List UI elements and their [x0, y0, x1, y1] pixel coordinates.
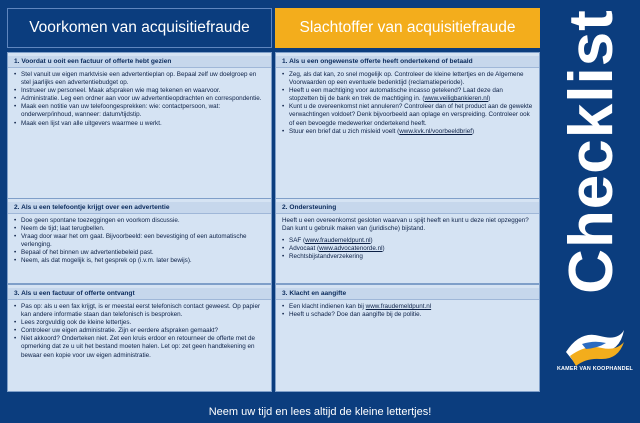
advocatenorde-link[interactable]: www.advocatenorde.nl	[319, 245, 383, 253]
list-item: • Niet akkoord? Onderteken niet. Zet een kruis erdoor en retourneer de offerte met de opmerking dat ze u uit het bestand moeten halen. Let op: zet geen handtekening en bewaar een kopie voor uw eigen administratie.	[14, 335, 265, 359]
list-item: • Maak een notitie van uw telefoongesprekken: wie: contactpersoon, wat: onderwerp/inhoud, wanneer: datum/tijdstip.	[14, 103, 265, 119]
section-title: 1. Als u een ongewenste offerte heeft ondertekend of betaald	[276, 56, 539, 68]
section-title: 1. Voordat u ooit een factuur of offerte hebt gezien	[8, 56, 271, 68]
section-title: 2. Ondersteuning	[276, 202, 539, 214]
list-item: • Controleer uw eigen administratie. Zijn er eerdere afspraken gemaakt?	[14, 327, 265, 335]
section-title: 3. Als u een factuur of offerte ontvangt	[8, 288, 271, 300]
fraudemeldpunt-link[interactable]: www.fraudemeldpunt.nl	[305, 237, 371, 245]
victim-section-3	[275, 284, 540, 392]
victim-section-2	[275, 198, 540, 284]
list-item: • Advocaat (www.advocatenorde.nl)	[282, 245, 533, 253]
list-item: • Maak een lijst van alle uitgevers waarmee u werkt.	[14, 120, 265, 128]
prevention-header: Voorkomen van acquisitiefraude	[7, 8, 272, 48]
list-item: • Rechtsbijstandverzekering	[282, 253, 533, 261]
list-item: • Lees zorgvuldig ook de kleine lettertjes.	[14, 319, 265, 327]
logo-text: KAMER VAN KOOPHANDEL	[556, 366, 634, 372]
prevention-column	[7, 8, 272, 392]
list-item: • Kunt u de overeenkomst niet annuleren? Controleer dan of het product aan de gewekte verwachtingen voldoet? Denk bijvoorbeeld aan oplage en verspreiding. Controleer ook of een bevoegde medewerker ondertekend heeft.	[282, 103, 533, 127]
list-item: • Stuur een brief dat u zich misleid voelt (www.kvk.nl/voorbeeldbrief)	[282, 128, 533, 136]
footer-slogan: Neem uw tijd en lees altijd de kleine lettertjes!	[208, 405, 432, 418]
list-item: • Een klacht indienen kan bij www.fraudemeldpunt.nl	[282, 303, 533, 311]
prevention-section-2	[7, 198, 272, 284]
list-item: • Pas op: als u een fax krijgt, is er meestal eerst telefonisch contact geweest. Op papier kan andere informatie staan dan telefonisch is besproken.	[14, 303, 265, 319]
list-item: • Heeft u een machtiging voor automatische incasso getekend? Laat deze dan stopzetten bij de bank en trek de machtiging in. (www.veiligbankieren.nl)	[282, 87, 533, 103]
list-item: • Vraag door waar het om gaat. Bijvoorbeeld: een bevestiging of een automatische verlenging.	[14, 233, 265, 249]
list-item: • Stel vanuit uw eigen marktvisie een advertentieplan op. Bepaal zelf uw doelgroep en stel jaarlijks een advertentiebudget op.	[14, 71, 265, 87]
kvk-logo-icon	[560, 322, 630, 370]
list-item: • Instrueer uw personeel. Maak afspraken wie mag tekenen en waarvoor.	[14, 87, 265, 95]
list-item: • SAF (www.fraudemeldpunt.nl)	[282, 237, 533, 245]
voorbeeldbrief-link[interactable]: www.kvk.nl/voorbeeldbrief	[399, 127, 473, 135]
support-intro: Heeft u een overeenkomst gesloten waarvan u spijt heeft en kunt u deze niet opzeggen? Dan kunt u gebruik maken van (juridische) bijstand.	[282, 217, 529, 233]
victim-column	[275, 8, 540, 392]
prevention-section-3	[7, 284, 272, 392]
checklist-title: Checklist	[556, 8, 626, 294]
list-item: • Neem, als dat mogelijk is, het gesprek op (i.v.m. later bewijs).	[14, 257, 265, 265]
section-title: 2. Als u een telefoontje krijgt over een advertentie	[8, 202, 271, 214]
section-title: 3. Klacht en aangifte	[276, 288, 539, 300]
fraudemeldpunt-link[interactable]: www.fraudemeldpunt.nl	[365, 303, 432, 310]
list-item: • Zeg, als dat kan, zo snel mogelijk op. Controleer de kleine lettertjes en de Algemene Voorwaarden op een eventuele bedenktijd (reclamatieperiode).	[282, 71, 533, 87]
victim-section-1	[275, 52, 540, 200]
list-item: • Administratie. Leg een ordner aan voor uw advertentieopdrachten en correspondentie.	[14, 95, 265, 103]
veiligbankieren-link[interactable]: www.veiligbankieren.nl	[424, 95, 489, 103]
victim-header: Slachtoffer van acquisitiefraude	[275, 8, 540, 48]
list-item: • Bepaal of het binnen uw advertentiebeleid past.	[14, 249, 265, 257]
list-item: • Neem de tijd; laat terugbellen.	[14, 225, 265, 233]
list-item: • Heeft u schade? Doe dan aangifte bij de politie.	[282, 311, 533, 319]
prevention-section-1	[7, 52, 272, 200]
list-item: • Doe geen spontane toezeggingen en voorkom discussie.	[14, 217, 265, 225]
